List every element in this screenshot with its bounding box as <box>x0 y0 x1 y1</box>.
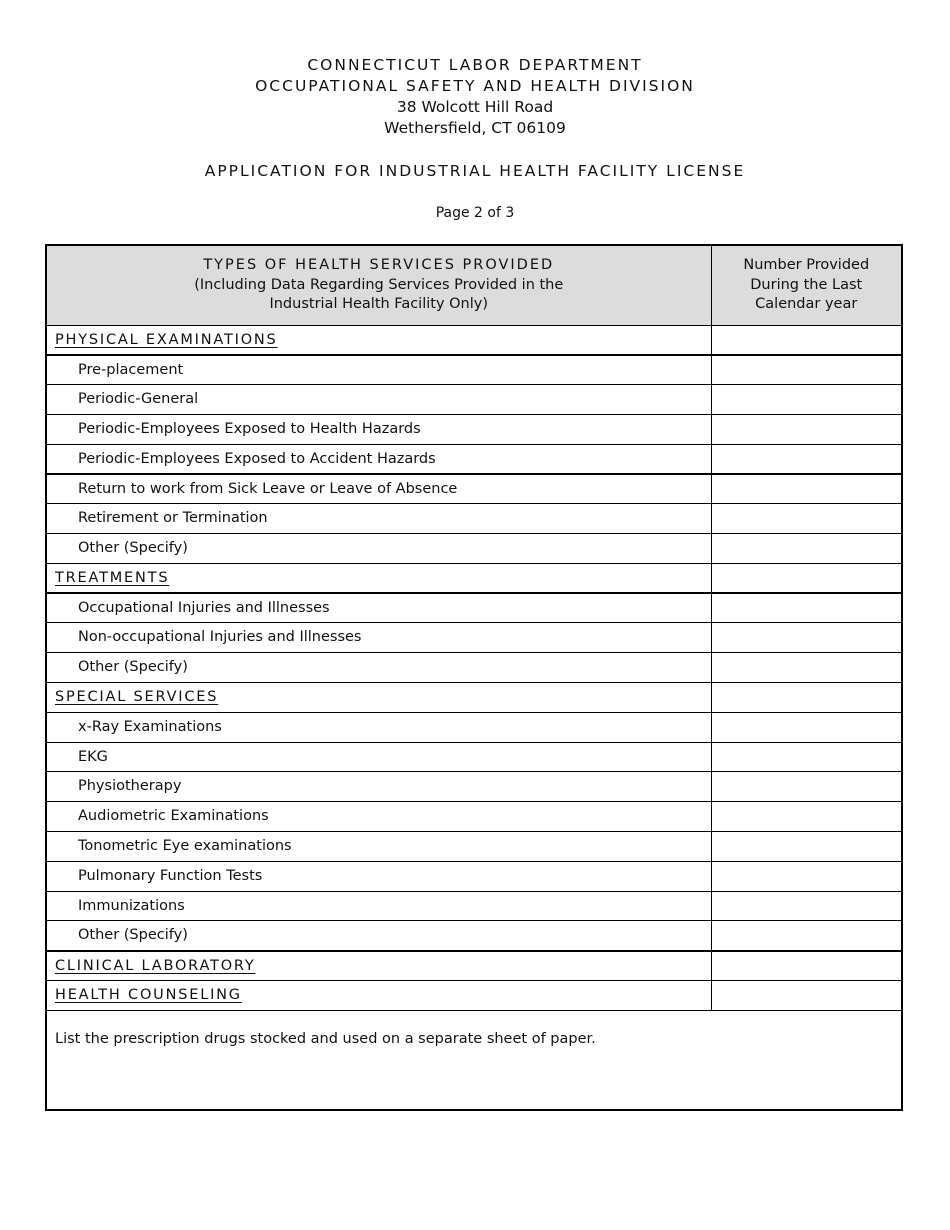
section-row-health-counseling <box>46 981 902 1011</box>
service-label: EKG <box>46 742 711 772</box>
table-row <box>46 832 902 862</box>
service-label: Pulmonary Function Tests <box>46 861 711 891</box>
division-name: OCCUPATIONAL SAFETY AND HEALTH DIVISION <box>255 77 695 95</box>
service-label: Non-occupational Injuries and Illnesses <box>46 623 711 653</box>
count-field[interactable] <box>711 891 902 921</box>
table-row <box>46 891 902 921</box>
section-label: CLINICAL LABORATORY <box>46 951 711 981</box>
page-number: Page 2 of 3 <box>435 205 515 221</box>
service-label: Other (Specify) <box>46 653 711 683</box>
table-row <box>46 742 902 772</box>
prescription-drugs-note: List the prescription drugs stocked and used on a separate sheet of paper. <box>46 1010 902 1110</box>
letterhead <box>0 55 950 139</box>
count-field[interactable] <box>711 712 902 742</box>
count-field[interactable] <box>711 355 902 385</box>
table-row <box>46 355 902 385</box>
count-field[interactable] <box>711 444 902 474</box>
street-address: 38 Wolcott Hill Road <box>396 98 554 116</box>
service-label: Other (Specify) <box>46 921 711 951</box>
table-row <box>46 444 902 474</box>
table-row <box>46 414 902 444</box>
service-label: Retirement or Termination <box>46 504 711 534</box>
count-field[interactable] <box>711 534 902 564</box>
count-field[interactable] <box>711 414 902 444</box>
count-field[interactable] <box>711 861 902 891</box>
count-field[interactable] <box>711 325 902 355</box>
count-field[interactable] <box>711 653 902 683</box>
table-row <box>46 534 902 564</box>
count-field[interactable] <box>711 385 902 415</box>
count-field[interactable] <box>711 623 902 653</box>
count-field[interactable] <box>711 832 902 862</box>
table-row <box>46 623 902 653</box>
count-field[interactable] <box>711 563 902 593</box>
table-row <box>46 593 902 623</box>
count-field[interactable] <box>711 474 902 504</box>
agency-name: CONNECTICUT LABOR DEPARTMENT <box>307 56 643 74</box>
section-label: PHYSICAL EXAMINATIONS <box>46 325 711 355</box>
count-field[interactable] <box>711 683 902 713</box>
health-services-table <box>45 244 903 1111</box>
section-row-physical-examinations <box>46 325 902 355</box>
table-row <box>46 712 902 742</box>
table-row <box>46 504 902 534</box>
section-row-treatments <box>46 563 902 593</box>
note-row <box>46 1010 902 1110</box>
service-label: Physiotherapy <box>46 772 711 802</box>
count-field[interactable] <box>711 951 902 981</box>
form-title: APPLICATION FOR INDUSTRIAL HEALTH FACILITY LICENSE <box>204 162 746 180</box>
service-label: Pre-placement <box>46 355 711 385</box>
count-field[interactable] <box>711 742 902 772</box>
section-row-clinical-laboratory <box>46 951 902 981</box>
count-column-header: Number Provided During the Last Calendar year <box>711 245 902 325</box>
service-label: Periodic-Employees Exposed to Accident Hazards <box>46 444 711 474</box>
count-field[interactable] <box>711 802 902 832</box>
section-label: TREATMENTS <box>46 563 711 593</box>
section-label: HEALTH COUNSELING <box>46 981 711 1011</box>
services-column-header: TYPES OF HEALTH SERVICES PROVIDED (Including Data Regarding Services Provided in the Industrial Health Facility Only) <box>46 245 711 325</box>
section-label: SPECIAL SERVICES <box>46 683 711 713</box>
service-label: Occupational Injuries and Illnesses <box>46 593 711 623</box>
table-row <box>46 385 902 415</box>
table-row <box>46 861 902 891</box>
service-label: Return to work from Sick Leave or Leave of Absence <box>46 474 711 504</box>
count-field[interactable] <box>711 772 902 802</box>
table-row <box>46 802 902 832</box>
service-label: Audiometric Examinations <box>46 802 711 832</box>
service-label: Tonometric Eye examinations <box>46 832 711 862</box>
section-row-special-services <box>46 683 902 713</box>
service-label: Periodic-General <box>46 385 711 415</box>
count-field[interactable] <box>711 981 902 1011</box>
table-header-row <box>46 245 902 325</box>
table-row <box>46 772 902 802</box>
city-state-zip: Wethersfield, CT 06109 <box>384 119 566 137</box>
count-field[interactable] <box>711 593 902 623</box>
count-field[interactable] <box>711 504 902 534</box>
table-row <box>46 921 902 951</box>
service-label: Immunizations <box>46 891 711 921</box>
service-label: x-Ray Examinations <box>46 712 711 742</box>
service-label: Periodic-Employees Exposed to Health Hazards <box>46 414 711 444</box>
service-label: Other (Specify) <box>46 534 711 564</box>
table-row <box>46 653 902 683</box>
table-row <box>46 474 902 504</box>
count-field[interactable] <box>711 921 902 951</box>
